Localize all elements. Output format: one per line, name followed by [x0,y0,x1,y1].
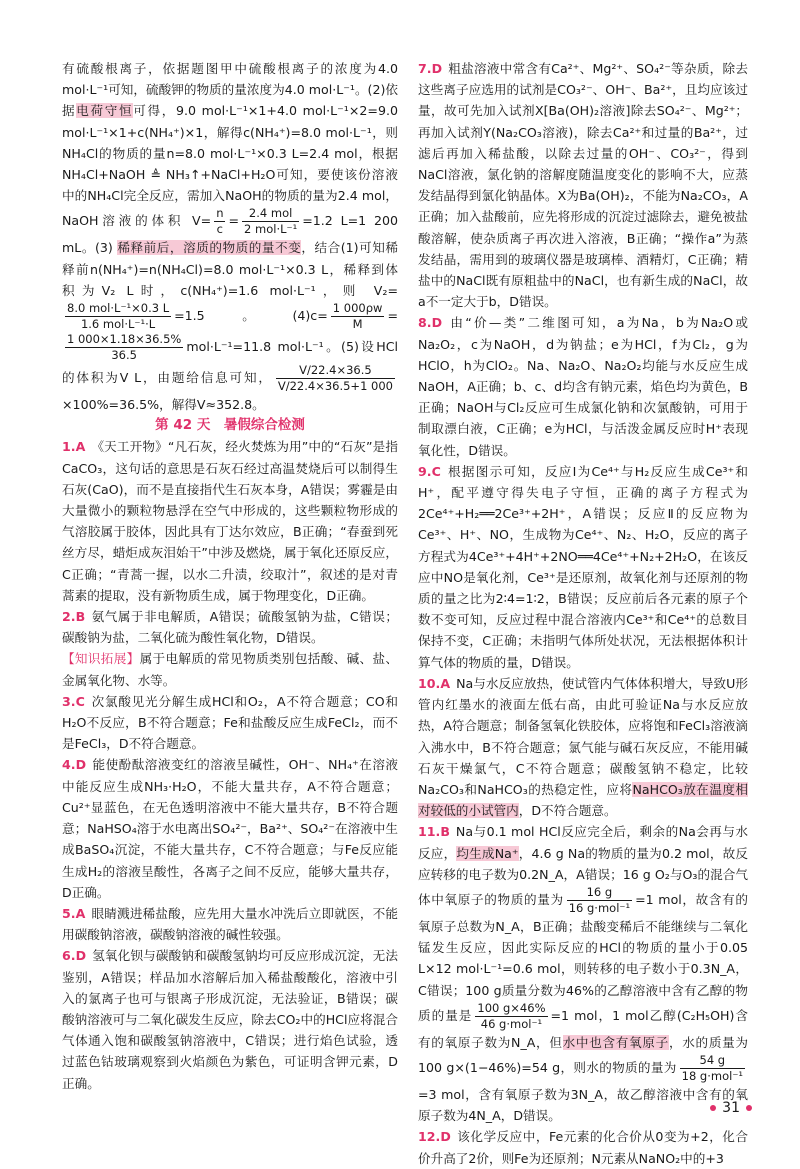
volume-formula: V= $\frac{n}{c}$ = $\frac{\text{2.4 mol}}{\text{2 mol·L⁻¹}}$ =1.2 L=1 200 mL。(3) [62,206,398,256]
answer-item-6: 6.D 氢氧化钡与碳酸钠和碳酸氢钠均可反应形成沉淀，无法鉴别，A错误；样品加水溶解后加入稀盐酸酸化，溶液中引入的氯离子也可与银离子形成沉淀，无法验证，B错误；碳酸钠溶液可与二氧化碳发生反应，除去CO₂中的HCl应将混合气体通入饱和碳酸氢钠溶液中，C错误；进行焰色试验，透过蓝色钴玻璃观察到火焰颜色为紫色，可证明含钾元素，D正确。 [62,948,398,1091]
answer-item-9: 9.C 根据图示可知，反应Ⅰ为Ce⁴⁺与H₂反应生成Ce³⁺和H⁺，配平遵守得失电子守恒，正确的离子方程式为2Ce⁴⁺+H₂══2Ce³⁺+2H⁺，A错误；反应Ⅱ的反应物为Ce³⁺、H⁺、NO，生成物为Ce⁴⁺、N₂、H₂O，反应的离子方程式为4Ce³⁺+4H⁺+2NO══4Ce⁴⁺+N₂+2H₂O，在该反应中NO是氧化剂，Ce³⁺是还原剂，故氧化剂与还原剂的物质的量之比为2∶4=1∶2，B错误；反应前后各元素的原子个数不变可知，反应过程中混合溶液内Ce³⁺和Ce⁴⁺的总数目保持不变，C正确；未指明气体所处状况，无法根据体积计算气体的物质的量，D错误。 [418,463,748,670]
answer-letter: C [75,693,85,709]
answer-item-1: 1.A 《天工开物》“凡石灰，经火焚炼为用”中的“石灰”是指CaCO₃，这句话的意思是石灰石经过高温焚烧后可以制得生石灰(CaO)，而不是直接指代生石灰本身，A错误；雾霾是由大量微小的颗粒物悬浮在空气中形成的，这些颗粒物形成的气溶胶属于胶体，因此具有丁达尔效应，B正确；“春蚕到死丝方尽，蜡炬成灰泪始干”中涉及燃烧，属于氧化还原反应，C正确；“青蒿一握，以水二升渍，绞取汁”，叙述的是对青蒿素的提取，没有新物质生成，属于物理变化，D正确。 [62,439,398,603]
answer-item-2: 2.B 氨气属于非电解质，A错误；硫酸氢钠为盐，C错误；碳酸钠为盐，二氧化硫为酸性氧化物，D错误。 [62,609,398,646]
answer-item-5: 5.A 眼睛溅进稀盐酸，应先用大量水冲洗后立即就医，不能用碳酸钠溶液，碳酸钠溶液的碱性较强。 [62,905,398,943]
dot-icon [710,1105,716,1111]
answer-item-7: 7.D 粗盐溶液中常含有Ca²⁺、Mg²⁺、SO₄²⁻等杂质，除去这些离子应选用的试剂是CO₃²⁻、OH⁻、Ba²⁺，且均应该过量，故可先加入试剂X[Ba(OH)₂溶液]除去SO₄²⁻、Mg²⁺；再加入试剂Y(Na₂CO₃溶液)，除去Ca²⁺和过量的Ba²⁺，过滤后再加入稀盐酸，以除去过量的OH⁻、CO₃²⁻，得到NaCl溶液，氯化钠的溶解度随温度变化的影响不大，应蒸发结晶得到氯化钠晶体。X为Ba(OH)₂，不能为Na₂CO₃，A正确；加入盐酸前，应先将形成的沉淀过滤除去，避免被盐酸溶解，使杂质离子再次进入溶液，B正确；“操作a”为蒸发结晶，需用到的玻璃仪器是玻璃棒、酒精灯，C正确；精盐中的NaCl既有原粗盐中的NaCl，也有新生成的NaCl，故a不一定大于b，D错误。 [418,61,748,310]
section-title: 第 42 天 暑假综合检测 [155,417,305,434]
answer-letter: A [75,439,86,455]
answer-item-10: 10.A Na与水反应放热，使试管内气体体积增大，导致U形管内红墨水的液面左低右高，由此可验证Na与水反应放热，A符合题意；制备氢氧化铁胶体，应将饱和FeCl₃溶液滴入沸水中，B不符合题意；氯气能与碱石灰反应，不能用碱石灰干燥氯气，C不符合题意；碳酸氢钠不稳定，比较Na₂CO₃和NaHCO₃的热稳定性，应将NaHCO₃放在温度相对较低的小试管内，D不符合题意。 [418,675,748,819]
fraction-mass-fraction: $\frac{V/22.4\times 36.5}{V/22.4\times 36.5+1 000}$ [277,363,393,394]
right-column [418,58,748,1169]
fraction-water-moles: $\frac{54 g}{\text{18 g·mol⁻¹}}$ [681,1052,743,1083]
knowledge-extension: 【知识拓展】属于电解质的常见物质类别包括酸、碱、盐、金属氧化物、水等。 [62,651,399,688]
left-column [62,58,398,1094]
answer-letter: D [431,61,443,76]
fraction-c-formula: $\frac{1 000\rho w}{M}$ [332,301,383,332]
answer-letter: B [440,824,450,840]
answer-continuation: 有硫酸根离子，依据题图甲中硫酸根离子的浓度为4.0 mol·L⁻¹可知，硫酸钾的物质的量浓度为4.0 mol·L⁻¹。(2)依据电荷守恒可得，9.0 mol·L⁻¹×1+4.0 mol·L⁻¹×2=9.0 mol·L⁻¹×1+c(NH₄⁺)×1，解得c(NH₄⁺)=8.0 mol·L⁻¹，则NH₄Cl的物质的量n=8.0 mol·L⁻¹×0.3 L=2.4 mol，根据NH₄Cl+NaOH ≜ NH₃↑+NaCl+H₂O可知，要使该份溶液中的NH₄Cl完全反应，需加入NaOH的物质的量为2.4 mol，NaOH溶液的体积 V= $\frac{n}{c}$ = $\frac{\text{2.4 mol}}{\text{2 mol·L⁻¹}}$ =1.2 L=1 200 mL。(3) 稀释前后，溶质的物质的量不变，结合(1)可知稀释前n(NH₄⁺)=n(NH₄Cl)=8.0 mol·L⁻¹×0.3 L，稀释到体积为V₂ L时，c(NH₄⁺)=1.6 mol·L⁻¹，则 V₂= $\frac{\text{8.0 mol·L⁻¹×0.3 L}}{\text{1.6 mol·L⁻¹·L}}$ =1.5。(4)c= $\frac{1 000\rho w}{M}$ = $\frac{1 000\times 1.18\times 36.5\%}{36.5}$ mol·L⁻¹=11.8 mol·L⁻¹。(5)设HCl的体积为V L，由题给信息可知， $\frac{V/22.4\times 36.5}{V/22.4\times 36.5+1 000}$ ×100%=36.5%，解得V≈352.8。 [62,61,399,413]
fraction-n-over-c: $\frac{n}{c}$ [216,206,224,237]
answer-letter: A [75,905,86,921]
page-number: 31 [722,1100,740,1116]
highlight-na-ion: 均生成Na⁺ [456,845,519,861]
knowledge-tag: 【知识拓展】 [62,651,140,667]
answer-item-8: 8.D 由“价—类”二维图可知，a为Na，b为Na₂O或Na₂O₂，c为NaOH，d为钠盐；e为HCl，f为Cl₂，g为HClO，h为ClO₂。Na、Na₂O、Na₂O₂均能与水反应生成NaOH，A正确；b、c、d均含有钠元素，焰色均为黄色，B正确；NaOH与Cl₂反应可生成氯化钠和次氯酸钠，可用于制取漂白液，C正确；e为HCl，与活泼金属反应时H⁺表现氧化性，D错误。 [418,315,748,458]
answer-item-4: 4.D 能使酚酞溶液变红的溶液呈碱性，OH⁻、NH₄⁺在溶液中能反应生成NH₃·H₂O，不能大量共存，A不符合题意；Cu²⁺显蓝色，在无色透明溶液中不能大量共存，B不符合题意；NaHSO₄溶于水电离出SO₄²⁻，Ba²⁺、SO₄²⁻在溶液中生成BaSO₄沉淀，不能大量共存，C不符合题意；与Fe反应能生成H₂的溶液呈酸性，各离子之间不反应，能够大量共存，D正确。 [62,757,398,900]
highlight-nahco3: NaHCO₃放在温度相对较低的小试管内 [418,781,748,819]
fraction-ethanol-moles: $\frac{100 g\times 46\%}{\text{46 g·mol⁻¹}}$ [477,1000,546,1031]
highlight-dilution-rule: 稀释前后，溶质的物质的量不变 [117,240,302,256]
answer-item-12: 12.D 该化学反应中，Fe元素的化合价从0变为+2，化合价升高了2价，则Fe为还原剂；N元素从NaNO₂中的+3 [418,1129,748,1166]
fraction-concentration: $\frac{1 000\times 1.18\times 36.5\%}{36.5}$ [67,332,182,363]
answer-item-11: 11.B Na与0.1 mol HCl反应完全后，剩余的Na会再与水反应，均生成Na⁺，4.6 g Na的物质的量为0.2 mol，故反应转移的电子数为0.2N_A，A错误；16 g O₂与O₃的混合气体中氧原子的物质的量为 $\frac{16 g}{\text{16 g·mol⁻¹}}$ =1 mol，故含有的氧原子总数为N_A，B正确；盐酸变稀后不能继续与二氧化锰发生反应，因此实际反应的HCl的物质的量小于0.05 L×12 mol·L⁻¹=0.6 mol，则转移的电子数小于0.3N_A，C错误；100 g质量分数为46%的乙醇溶液中含有乙醇的物质的量是 $\frac{100 g\times 46\%}{\text{46 g·mol⁻¹}}$ =1 mol，1 mol乙醇(C₂H₅OH)含有的氧原子数为N_A，但水中也含有氧原子，水的质量为100 g×(1−46%)=54 g，则水的物质的量为 $\frac{54 g}{\text{18 g·mol⁻¹}}$ =3 mol，含有氧原子数为3N_A，故乙醇溶液中含有的氧原子数为4N_A，D错误。 [418,824,749,1124]
highlight-water-oxygen: 水中也含有氧原子 [562,1034,669,1050]
answer-letter: B [75,609,86,625]
answer-letter: D [75,948,87,964]
answer-letter: D [431,315,443,331]
highlight-charge-conservation: 电荷守恒 [76,103,134,119]
answer-letter: D [440,1129,451,1145]
answer-letter: A [440,675,451,691]
fraction-oxygen-moles: $\frac{16 g}{\text{16 g·mol⁻¹}}$ [568,884,631,915]
dot-icon [746,1105,752,1111]
page-footer [704,1100,758,1116]
answer-letter: D [75,757,87,773]
fraction-v2: $\frac{\text{8.0 mol·L⁻¹×0.3 L}}{\text{1.6 mol·L⁻¹·L}}$ [67,301,170,332]
fraction-volume: $\frac{\text{2.4 mol}}{\text{2 mol·L⁻¹}}$ [244,206,298,237]
answer-item-3: 3.C 次氯酸见光分解生成HCl和O₂，A不符合题意；CO和H₂O不反应，B不符合题意；Fe和盐酸反应生成FeCl₂，而不是FeCl₃，D不符合题意。 [62,693,398,752]
answer-letter: C [431,463,441,479]
